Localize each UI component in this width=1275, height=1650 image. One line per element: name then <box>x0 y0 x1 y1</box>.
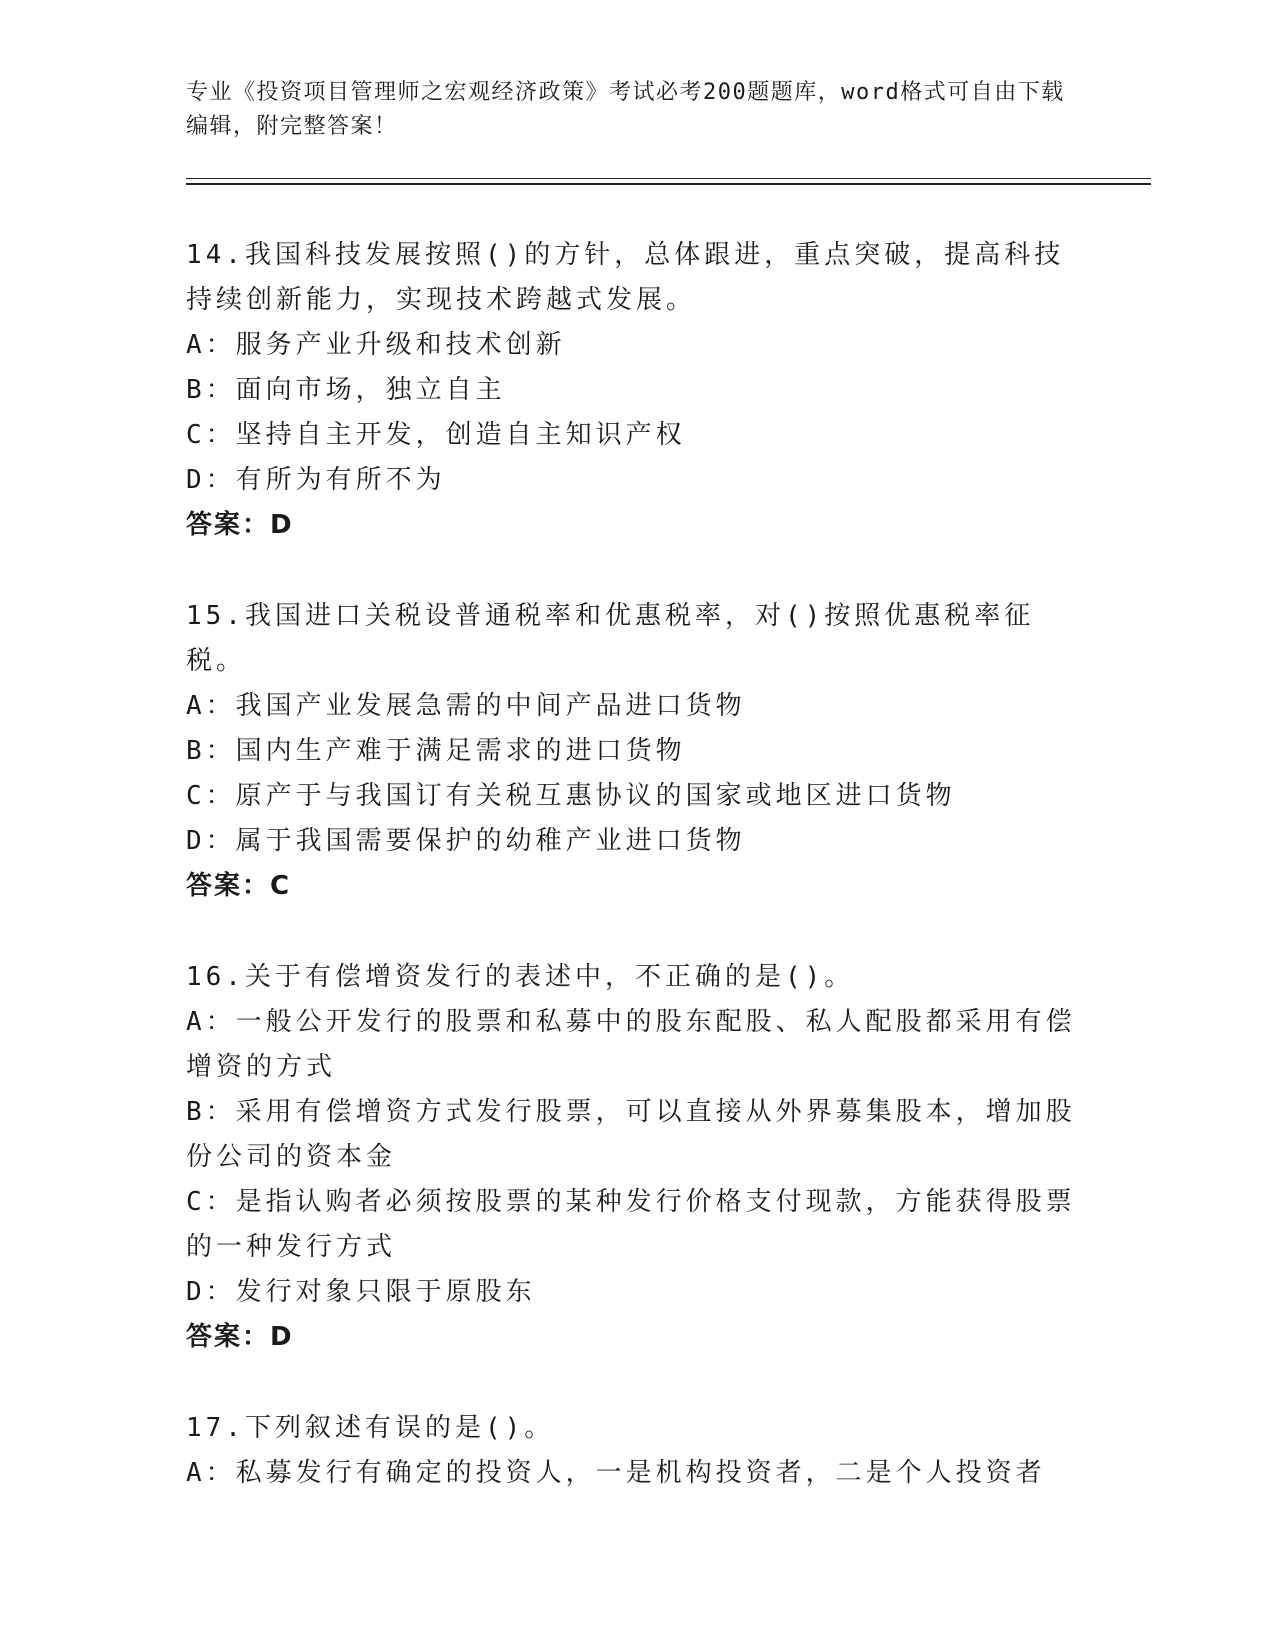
question-text: 15.我国进口关税设普通税率和优惠税率，对()按照优惠税率征税。 <box>186 601 1035 676</box>
question-17 <box>186 1406 1076 1496</box>
question-list <box>186 233 1076 1542</box>
option-c: C：坚持自主开发，创造自主知识产权 <box>186 420 686 450</box>
option-b: B：面向市场，独立自主 <box>186 375 506 405</box>
question-text: 17.下列叙述有误的是()。 <box>186 1413 555 1443</box>
header-rule-thick <box>186 183 1151 185</box>
question-16 <box>186 955 1076 1360</box>
document-header: 专业《投资项目管理师之宏观经济政策》考试必考200题题库，word格式可自由下载编辑，附完整答案！ <box>186 80 1065 139</box>
option-a: A：服务产业升级和技术创新 <box>186 330 566 360</box>
answer-label: 答案：D <box>186 510 294 540</box>
option-a: A：私募发行有确定的投资人，一是机构投资者，二是个人投资者 <box>186 1458 1046 1488</box>
question-text: 14.我国科技发展按照()的方针，总体跟进，重点突破，提高科技持续创新能力，实现技术跨越式发展。 <box>186 240 1065 315</box>
option-a: A：我国产业发展急需的中间产品进口货物 <box>186 691 746 721</box>
option-b: B：国内生产难于满足需求的进口货物 <box>186 736 686 766</box>
option-c: C：原产于与我国订有关税互惠协议的国家或地区进口货物 <box>186 781 956 811</box>
header-rule-thin <box>186 178 1151 179</box>
option-a: A：一般公开发行的股票和私募中的股东配股、私人配股都采用有偿增资的方式 <box>186 1007 1076 1082</box>
answer-label: 答案：C <box>186 871 292 901</box>
option-c: C：是指认购者必须按股票的某种发行价格支付现款，方能获得股票的一种发行方式 <box>186 1187 1076 1262</box>
option-b: B：采用有偿增资方式发行股票，可以直接从外界募集股本，增加股份公司的资本金 <box>186 1097 1076 1172</box>
option-d: D：有所为有所不为 <box>186 465 446 495</box>
question-14 <box>186 233 1076 548</box>
question-text: 16.关于有偿增资发行的表述中，不正确的是()。 <box>186 962 855 992</box>
question-15 <box>186 594 1076 909</box>
option-d: D：属于我国需要保护的幼稚产业进口货物 <box>186 826 746 856</box>
answer-label: 答案：D <box>186 1322 294 1352</box>
option-d: D：发行对象只限于原股东 <box>186 1277 536 1307</box>
